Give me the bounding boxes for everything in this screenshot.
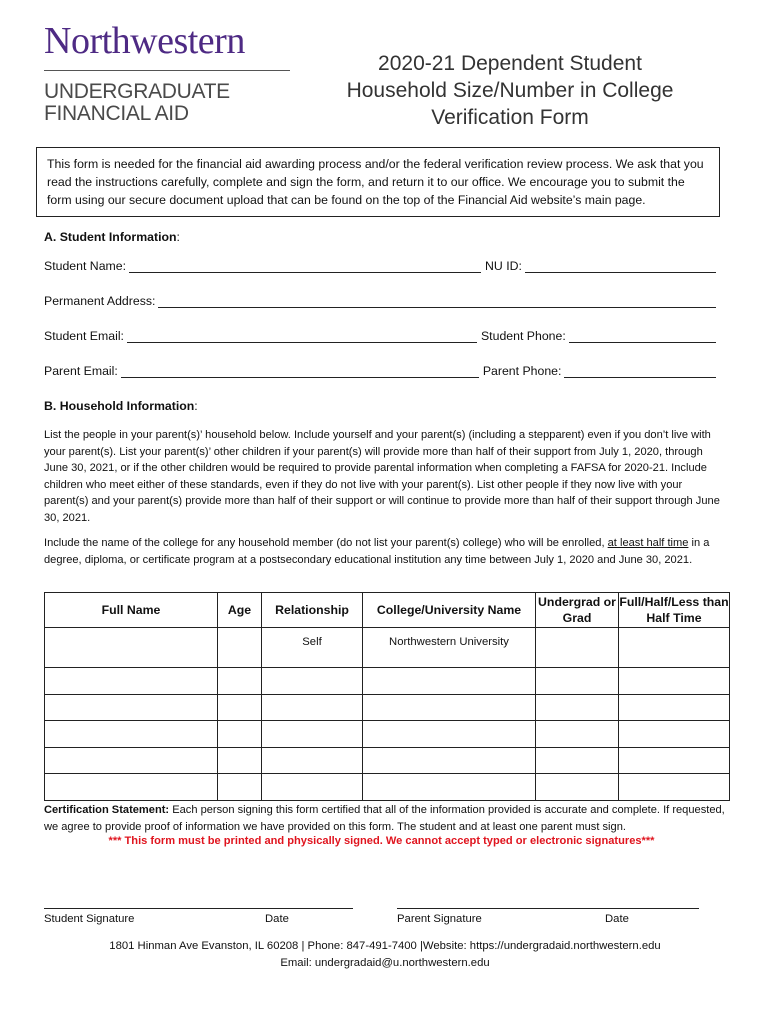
footer <box>0 938 770 971</box>
table-row <box>45 747 730 774</box>
table-cell[interactable] <box>619 668 730 695</box>
table-row <box>45 721 730 748</box>
table-cell[interactable] <box>363 721 536 748</box>
table-cell[interactable] <box>619 774 730 801</box>
table-cell[interactable] <box>262 774 363 801</box>
parent-email-row <box>44 364 716 378</box>
table-cell[interactable] <box>536 628 619 668</box>
form-title-line2: Household Size/Number in College <box>346 79 674 102</box>
parent-signature-label: Parent Signature <box>397 913 482 925</box>
table-cell[interactable] <box>218 628 262 668</box>
table-cell[interactable] <box>536 721 619 748</box>
table-cell[interactable] <box>45 694 218 721</box>
table-cell[interactable] <box>262 721 363 748</box>
table-row <box>45 694 730 721</box>
table-cell[interactable] <box>45 628 218 668</box>
parent-email-field[interactable] <box>121 365 479 378</box>
col-college: College/University Name <box>363 593 536 628</box>
table-cell-college: Northwestern University <box>363 628 536 668</box>
student-name-field[interactable] <box>129 260 481 273</box>
signature-warning: *** This form must be printed and physically signed. We cannot accept typed or electronic signatures*** <box>108 835 655 847</box>
parent-phone-label: Parent Phone: <box>482 364 562 378</box>
certification-statement: Certification Statement: Each person signing this form certified that all of the information provided is accurate and complete. If requested, we agree to provide proof of information we have provided on this form. The student and at least one parent must sign. <box>44 804 725 833</box>
permanent-address-label: Permanent Address: <box>44 294 156 308</box>
permanent-address-row <box>44 294 716 308</box>
student-phone-label: Student Phone: <box>480 329 566 343</box>
table-cell[interactable] <box>45 668 218 695</box>
col-enrollment-status: Full/Half/Less than Half Time <box>619 593 730 628</box>
table-cell[interactable] <box>536 668 619 695</box>
student-signature-line[interactable] <box>44 908 353 909</box>
form-title-line3: Verification Form <box>431 106 589 129</box>
table-cell[interactable] <box>262 747 363 774</box>
table-cell[interactable] <box>262 694 363 721</box>
logo-divider <box>44 70 290 71</box>
table-cell[interactable] <box>363 668 536 695</box>
table-header-row <box>45 593 730 628</box>
nu-id-field[interactable] <box>525 260 716 273</box>
table-cell[interactable] <box>262 668 363 695</box>
table-cell[interactable] <box>218 747 262 774</box>
intro-box: This form is needed for the financial aid awarding process and/or the federal verification review process. We ask that you read the instructions carefully, complete and sign the form, and return it to our office. We encourage you to submit the form using our secure document upload that can be found on the top of the Financial Aid website’s main page. <box>36 147 720 217</box>
col-undergrad-grad: Undergrad or Grad <box>536 593 619 628</box>
student-signature-label: Student Signature <box>44 913 135 925</box>
logo-subtitle-line1: UNDERGRADUATE <box>44 80 230 103</box>
table-row <box>45 628 730 668</box>
table-cell[interactable] <box>363 694 536 721</box>
section-b-heading: B. Household Information: <box>44 399 198 413</box>
col-age: Age <box>218 593 262 628</box>
table-cell[interactable] <box>218 721 262 748</box>
northwestern-logo: Northwestern <box>44 20 245 62</box>
parent-email-label: Parent Email: <box>44 364 118 378</box>
table-cell[interactable] <box>45 721 218 748</box>
student-name-row <box>44 259 716 273</box>
table-cell[interactable] <box>363 747 536 774</box>
col-full-name: Full Name <box>45 593 218 628</box>
parent-date-label: Date <box>605 913 629 925</box>
section-a-heading: A. Student Information: <box>44 230 180 244</box>
table-cell[interactable] <box>218 694 262 721</box>
table-cell[interactable] <box>536 694 619 721</box>
footer-address: 1801 Hinman Ave Evanston, IL 60208 | Phone: 847-491-7400 |Website: https://undergradaid.northwestern.edu <box>109 940 661 952</box>
nu-id-label: NU ID: <box>485 259 522 273</box>
student-email-row <box>44 329 716 343</box>
table-cell[interactable] <box>619 721 730 748</box>
table-cell[interactable] <box>619 628 730 668</box>
table-cell[interactable] <box>363 774 536 801</box>
table-cell[interactable] <box>45 774 218 801</box>
student-name-label: Student Name: <box>44 259 127 273</box>
form-title-line1: 2020-21 Dependent Student <box>378 52 642 75</box>
student-date-label: Date <box>265 913 289 925</box>
student-email-field[interactable] <box>127 330 477 343</box>
parent-phone-field[interactable] <box>564 365 716 378</box>
parent-signature-line[interactable] <box>397 908 699 909</box>
table-cell[interactable] <box>619 747 730 774</box>
table-cell[interactable] <box>619 694 730 721</box>
student-email-label: Student Email: <box>44 329 124 343</box>
table-cell[interactable] <box>536 774 619 801</box>
table-cell[interactable] <box>218 668 262 695</box>
college-instructions: Include the name of the college for any household member (do not list your parent(s) college) who will be enrolled, at least half time in a degree, diploma, or certificate program at a postsecondary educational institution any time between July 1, 2020 and June 30, 2021. <box>44 537 710 566</box>
logo-subtitle-line2: FINANCIAL AID <box>44 102 189 125</box>
col-relationship: Relationship <box>262 593 363 628</box>
form-title <box>340 50 680 131</box>
table-cell[interactable] <box>536 747 619 774</box>
household-instructions: List the people in your parent(s)’ household below. Include yourself and your parent(s) (including a stepparent) even if you don’t live with your parent(s). List your parent(s)’ other children if your parent(s) will provide more than half of their support from July 1, 2020, through June 30, 2021, or if the other children would be required to provide parental information when completing a FAFSA for 2020-21. Include children who meet either of these standards, even if they do not live with your parent(s). List other people if they now live with your parent(s) and your parent(s) provide more than half of their support or will continue to provide more than half of their support through June 30, 2021. <box>44 429 720 524</box>
table-cell[interactable] <box>45 747 218 774</box>
table-row <box>45 774 730 801</box>
table-cell[interactable] <box>218 774 262 801</box>
table-row <box>45 668 730 695</box>
footer-email: Email: undergradaid@u.northwestern.edu <box>280 956 490 969</box>
student-phone-field[interactable] <box>569 330 716 343</box>
table-cell-relationship: Self <box>262 628 363 668</box>
permanent-address-field[interactable] <box>158 295 716 308</box>
household-table <box>44 592 730 801</box>
